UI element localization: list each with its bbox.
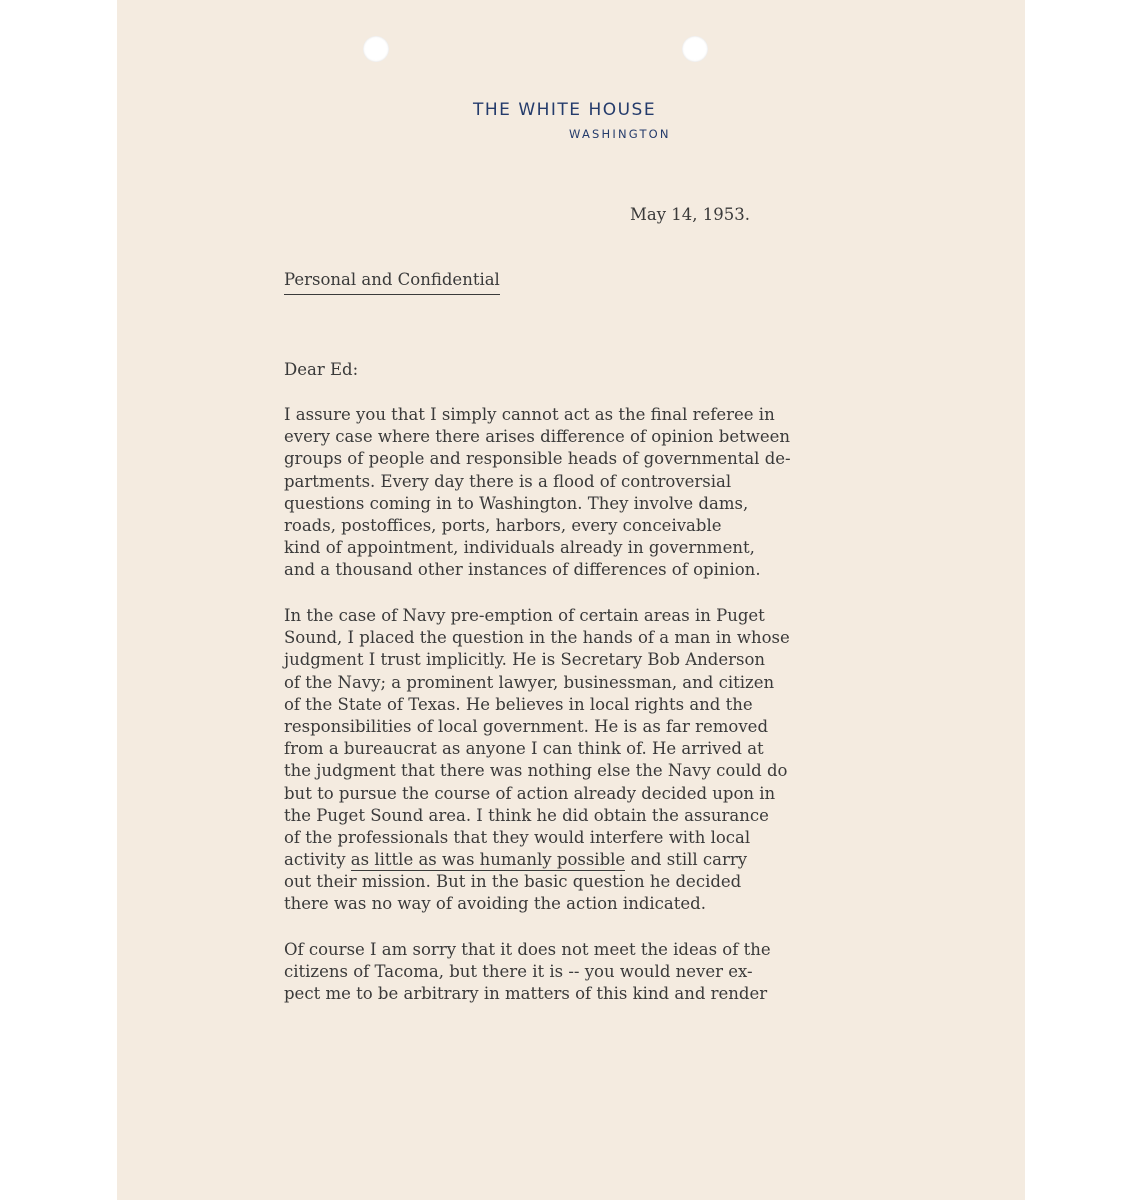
text-line: of the Navy; a prominent lawyer, businessman, and citizen [284,672,775,692]
paragraph-2 [284,605,790,916]
text-segment: and still carry [625,850,748,870]
text-line: Of course I am sorry that it does not meet the ideas of the [284,940,771,959]
text-line: there was no way of avoiding the action indicated. [284,894,706,914]
text-line: judgment I trust implicitly. He is Secretary Bob Anderson [284,650,766,670]
text-line: groups of people and responsible heads of governmental de- [284,449,791,469]
letter-date: May 14, 1953. [630,205,751,224]
text-line: responsibilities of local government. He is as far removed [284,716,769,736]
text-line: questions coming in to Washington. They involve dams, [284,493,749,513]
confidential-label [284,270,500,289]
text-line: I assure you that I simply cannot act as the final referee in [284,405,775,424]
text-segment: activity [284,850,351,870]
text-line: the Puget Sound area. I think he did obtain the assurance [284,805,769,825]
text-line: partments. Every day there is a flood of controversial [284,471,732,491]
text-line: In the case of Navy pre-emption of certain areas in Puget [284,606,765,625]
text-line: from a bureaucrat as anyone I can think of. He arrived at [284,739,764,759]
paragraph-3 [284,939,771,1006]
letter-page [117,0,1025,1200]
confidential-label-text: Personal and Confidential [284,270,500,295]
text-line: every case where there arises difference of opinion between [284,427,790,447]
underlined-phrase: as little as was humanly possible [350,850,626,870]
punch-hole-right [682,36,708,62]
text-line: Sound, I placed the question in the hands of a man in whose [284,628,790,648]
punch-hole-left [363,36,389,62]
letterhead-subtitle: WASHINGTON [569,127,671,141]
text-line-underlined [284,849,790,871]
text-line: kind of appointment, individuals already in government, [284,538,755,558]
text-line: roads, postoffices, ports, harbors, every conceivable [284,515,722,535]
paragraph-1 [284,404,791,582]
text-line: out their mission. But in the basic question he decided [284,872,742,892]
text-line: of the State of Texas. He believes in local rights and the [284,694,753,714]
salutation: Dear Ed: [284,360,359,379]
letterhead-title: THE WHITE HOUSE [473,100,657,120]
text-line: and a thousand other instances of differences of opinion. [284,560,761,580]
text-line: of the professionals that they would interfere with local [284,827,751,847]
text-line: citizens of Tacoma, but there it is -- you would never ex- [284,962,753,982]
text-line: the judgment that there was nothing else the Navy could do [284,761,788,781]
text-line: but to pursue the course of action already decided upon in [284,783,776,803]
text-line: pect me to be arbitrary in matters of this kind and render [284,984,768,1004]
